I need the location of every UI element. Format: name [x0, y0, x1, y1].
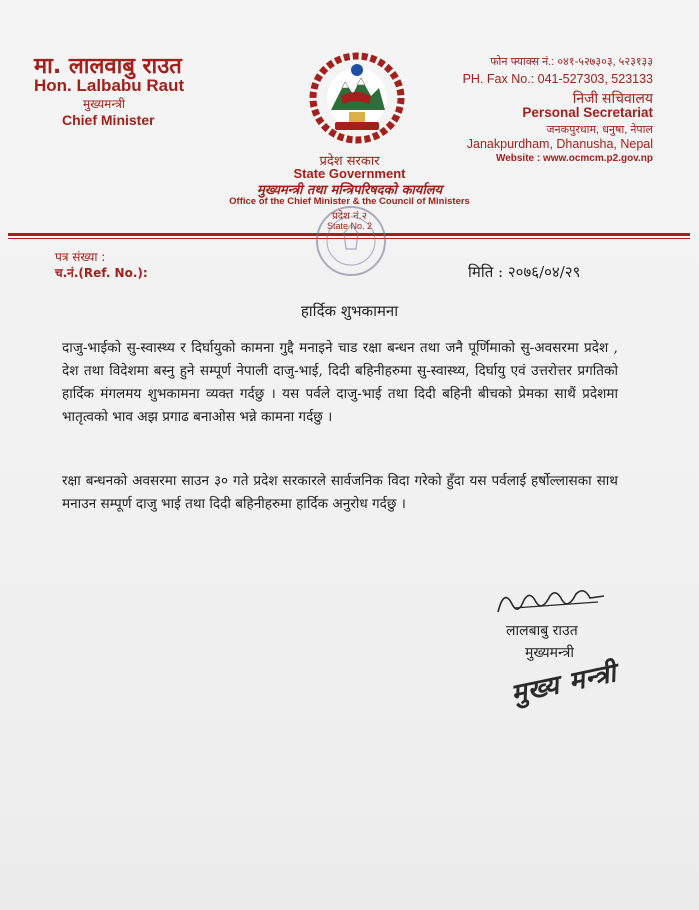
office-en: Office of the Chief Minister & the Council of Ministers — [229, 196, 470, 207]
office-seal-stamp — [296, 203, 406, 283]
body-paragraph-2: रक्षा बन्धनको अवसरमा साउन ३० गते प्रदेश सरकारले सार्वजनिक विदा गरेको हुँदा यस पर्वलाई हर्षोल्लासका साथ मनाउन सम्पूर्ण दाजु भाई तथा दिदी बहिनीहरुमा हार्दिक अनुरोध गर्दछु । — [62, 473, 618, 512]
state-no-en: State No. 2 — [326, 221, 373, 231]
government-np: प्रदेश सरकार — [319, 154, 380, 169]
state-no-np: प्रदेश नं.२ — [332, 211, 367, 222]
government-en: State Government — [293, 166, 406, 181]
address-np: जनकपुरधाम, धनुषा, नेपाल — [546, 124, 653, 136]
minister-title-np: मुख्यमन्त्री — [83, 97, 125, 111]
signatory-name: लालबाबु राउत — [506, 623, 578, 639]
secretariat-en: Personal Secretariat — [522, 105, 653, 120]
office-np: मुख्यमन्त्री तथा मन्त्रिपरिषदको कार्यालय — [256, 183, 443, 198]
phone-np: फोन फ्याक्स नं.: ०४१-५२७३०३, ५२३१३३ — [490, 56, 653, 68]
secretariat-np: निजी सचिवालय — [572, 90, 653, 106]
signatory-title: मुख्यमन्त्री — [525, 645, 574, 661]
nepal-emblem-icon — [309, 52, 405, 144]
letter-number-label: पत्र संख्या : — [55, 250, 106, 264]
phone-en: PH. Fax No.: 041-527303, 523133 — [462, 72, 653, 86]
letter-date: मिति : २०७६/०४/२९ — [468, 263, 581, 281]
designation-stamp: मुख्य मन्त्री — [508, 658, 620, 710]
website: Website : www.ocmcm.p2.gov.np — [495, 153, 653, 164]
body-paragraph-1: दाजु-भाईको सु-स्वास्थ्य र दिर्घायुको कामना गुद्दै मनाइने चाड रक्षा बन्धन तथा जनै पूर्णिमाको सु-अवसरमा प्रदेश , देश तथा विदेशमा बस्नु हुने सम्पूर्ण नेपाली दाजु-भाई, दिदी बहिनीहरुमा सु-स्वास्थ्य, दिर्घायु एवं उत्तरोत्तर प्रगतिको हार्दिक मंगलमय शुभकामना व्यक्त गर्दछु । यस पर्वले दाजु-भाई तथा दिदी बहिनी बीचको प्रेमका साथैं प्रदेशमा भातृत्वको भाव अझ प्रगाढ बनाओस भन्ने कामना गर्दछु । — [62, 340, 618, 425]
minister-name-np: मा. लालवाबु राउत — [34, 54, 182, 79]
subject-heading: हार्दिक शुभकामना — [300, 302, 399, 320]
handwritten-signature — [494, 582, 614, 622]
minister-name-en: Hon. Lalbabu Raut — [34, 76, 185, 95]
minister-title-en: Chief Minister — [62, 112, 155, 128]
address-en: Janakpurdham, Dhanusha, Nepal — [466, 137, 653, 151]
reference-number-label: च.नं.(Ref. No.): — [55, 266, 148, 280]
